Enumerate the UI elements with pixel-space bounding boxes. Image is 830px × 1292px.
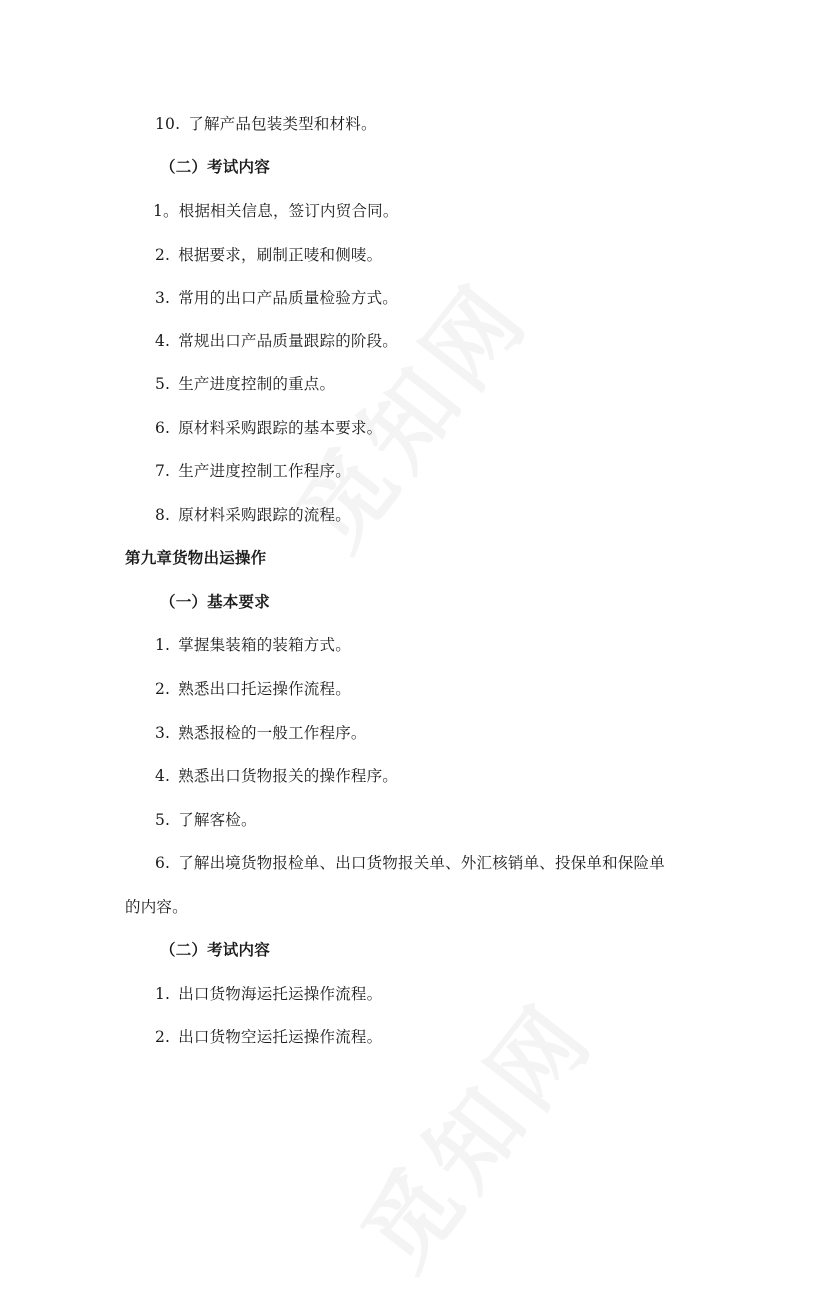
list-item-continuation xyxy=(125,897,188,917)
item-text: 了解产品包装类型和材料。 xyxy=(188,115,377,133)
item-number: 8. xyxy=(155,506,171,524)
section-heading xyxy=(160,157,270,177)
list-item xyxy=(155,245,382,265)
item-text: 出口货物空运托运操作流程。 xyxy=(178,1028,383,1046)
list-item xyxy=(155,766,398,786)
item-text: 原材料采购跟踪的基本要求。 xyxy=(178,419,383,437)
item-text: 常用的出口产品质量检验方式。 xyxy=(178,289,399,307)
section-heading xyxy=(160,592,270,612)
section-heading-text: （二）考试内容 xyxy=(160,940,270,959)
list-item xyxy=(155,679,351,699)
section-heading-text: （二）考试内容 xyxy=(160,157,270,176)
item-text: 熟悉报检的一般工作程序。 xyxy=(178,724,367,742)
item-text: 生产进度控制的重点。 xyxy=(178,375,336,393)
list-item xyxy=(155,853,665,873)
chapter-heading xyxy=(125,548,266,568)
item-number: 1. xyxy=(155,636,171,654)
item-text: 掌握集装箱的装箱方式。 xyxy=(178,636,351,654)
list-item xyxy=(155,461,351,481)
item-number: 1. xyxy=(155,985,171,1003)
list-item xyxy=(155,374,335,394)
item-text: 了解客检。 xyxy=(178,811,257,829)
list-item xyxy=(153,201,399,221)
item-number: 2. xyxy=(155,1028,171,1046)
list-item xyxy=(155,505,351,525)
item-number: 3. xyxy=(155,724,171,742)
item-text: 熟悉出口托运操作流程。 xyxy=(178,680,351,698)
item-text: 出口货物海运托运操作流程。 xyxy=(178,985,383,1003)
watermark-bottom xyxy=(327,970,619,1292)
list-item xyxy=(155,331,398,351)
item-text: 根据要求，刷制正唛和侧唛。 xyxy=(178,246,383,264)
item-number: 4. xyxy=(155,767,171,785)
item-number: 6. xyxy=(155,854,171,872)
list-item xyxy=(155,810,257,830)
item-number: 5. xyxy=(155,375,171,393)
item-number: 6. xyxy=(155,419,171,437)
item-number: 2. xyxy=(155,246,171,264)
item-text: 常规出口产品质量跟踪的阶段。 xyxy=(178,332,399,350)
list-item xyxy=(155,1027,382,1047)
list-item xyxy=(155,984,382,1004)
item-text: 熟悉出口货物报关的操作程序。 xyxy=(178,767,399,785)
item-number: 7. xyxy=(155,462,171,480)
item-number: 2. xyxy=(155,680,171,698)
item-number: 5. xyxy=(155,811,171,829)
item-text: 1。根据相关信息，签订内贸合同。 xyxy=(153,202,399,220)
section-heading-text: （一）基本要求 xyxy=(160,592,270,611)
item-text: 的内容。 xyxy=(125,898,188,916)
item-text: 生产进度控制工作程序。 xyxy=(178,462,351,480)
item-text: 原材料采购跟踪的流程。 xyxy=(178,506,351,524)
list-item xyxy=(155,418,382,438)
chapter-heading-text: 第九章货物出运操作 xyxy=(125,548,267,567)
list-item xyxy=(155,288,398,308)
list-item xyxy=(155,635,351,655)
item-number: 10. xyxy=(155,115,181,133)
list-item xyxy=(155,114,377,134)
item-number: 3. xyxy=(155,289,171,307)
item-text: 了解出境货物报检单、出口货物报关单、外汇核销单、投保单和保险单 xyxy=(178,854,665,872)
section-heading xyxy=(160,940,270,960)
item-number: 4. xyxy=(155,332,171,350)
list-item xyxy=(155,723,367,743)
